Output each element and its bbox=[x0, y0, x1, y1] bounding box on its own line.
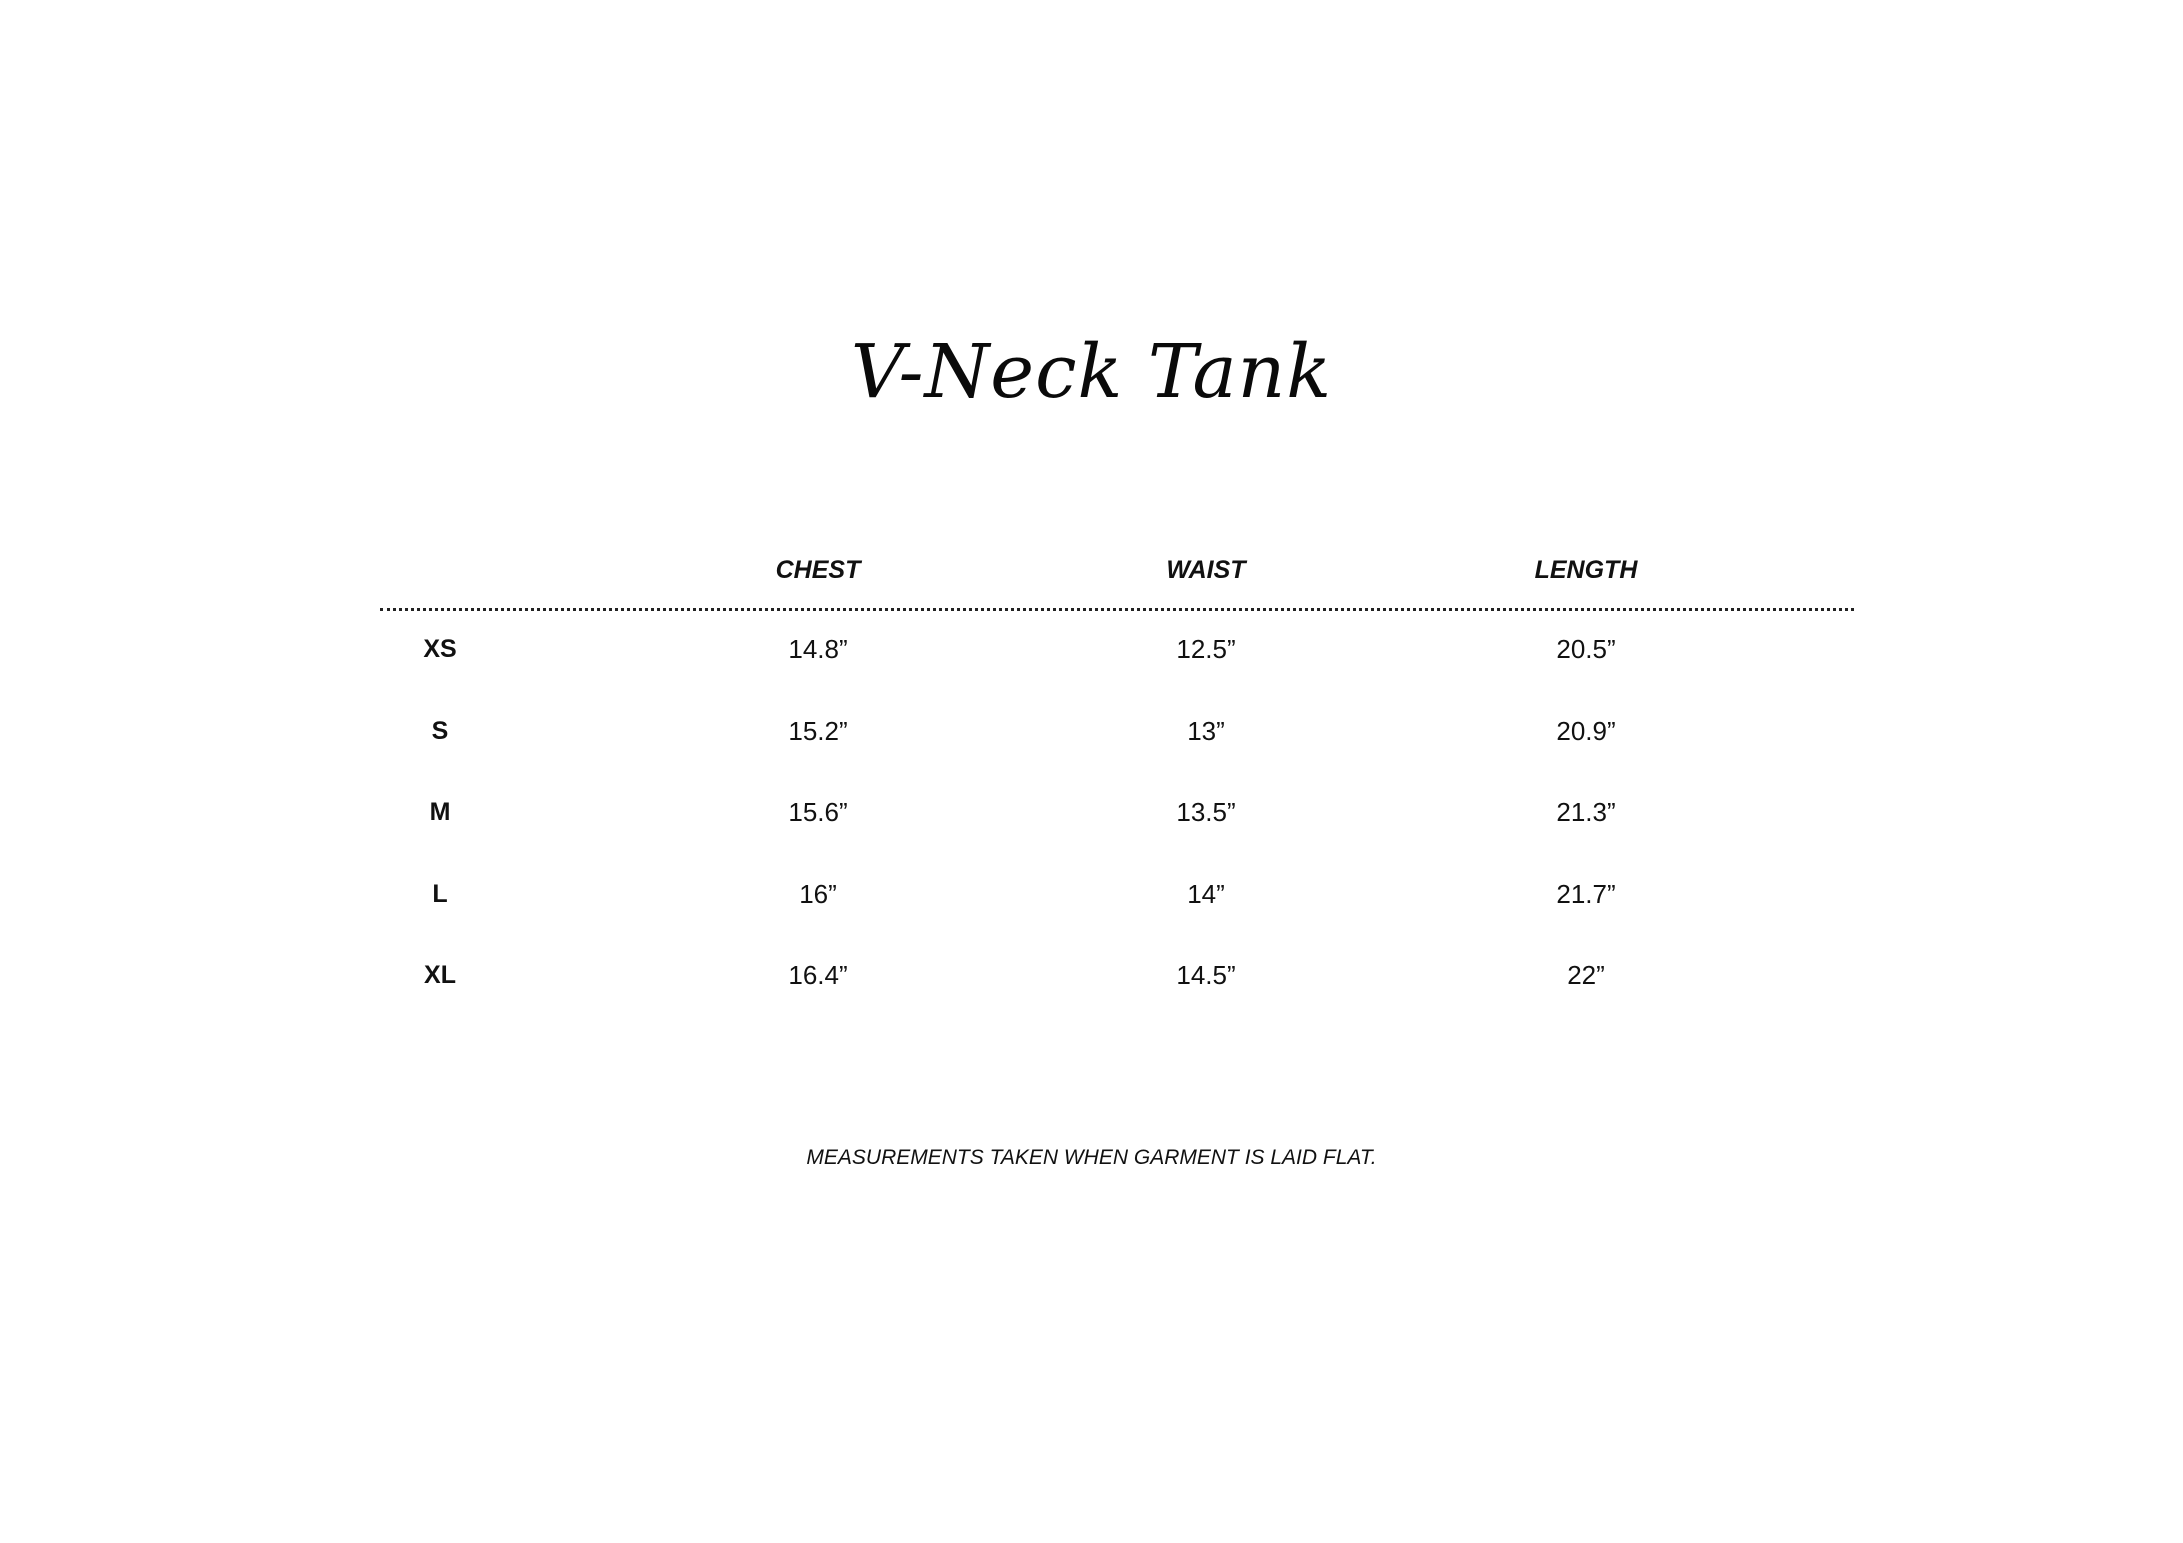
page-title: V-Neck Tank bbox=[850, 329, 1333, 415]
size-chart-table bbox=[380, 540, 1854, 1010]
chest-value: 14.8” bbox=[788, 634, 848, 664]
table-row bbox=[380, 869, 1854, 951]
length-value: 21.3” bbox=[1556, 797, 1616, 827]
measurement-footnote: MEASUREMENTS TAKEN WHEN GARMENT IS LAID FLAT. bbox=[806, 1146, 1377, 1169]
table-header-row bbox=[380, 540, 1854, 600]
size-label: M bbox=[429, 798, 451, 826]
table-row bbox=[380, 787, 1854, 869]
chest-value: 15.2” bbox=[788, 715, 848, 746]
size-label: XS bbox=[423, 635, 457, 663]
size-label: L bbox=[432, 879, 448, 908]
length-value: 21.7” bbox=[1556, 878, 1616, 909]
column-header-waist: WAIST bbox=[1166, 556, 1246, 584]
chest-value: 15.6” bbox=[788, 797, 848, 827]
size-label: XL bbox=[424, 961, 456, 989]
column-header-length: LENGTH bbox=[1534, 556, 1638, 584]
chest-value: 16.4” bbox=[788, 960, 848, 990]
table-row bbox=[380, 950, 1854, 1032]
table-row bbox=[380, 624, 1854, 706]
waist-value: 13” bbox=[1187, 715, 1225, 746]
length-value: 22” bbox=[1567, 960, 1605, 990]
table-body bbox=[380, 624, 1854, 1032]
waist-value: 13.5” bbox=[1176, 797, 1236, 827]
size-label: S bbox=[431, 716, 449, 745]
header-divider bbox=[380, 608, 1854, 611]
waist-value: 14” bbox=[1187, 878, 1225, 909]
column-header-chest: CHEST bbox=[775, 556, 861, 584]
waist-value: 14.5” bbox=[1176, 960, 1236, 990]
length-value: 20.9” bbox=[1556, 715, 1616, 746]
chest-value: 16” bbox=[799, 878, 837, 909]
table-row bbox=[380, 706, 1854, 788]
length-value: 20.5” bbox=[1556, 634, 1616, 664]
waist-value: 12.5” bbox=[1176, 634, 1236, 664]
